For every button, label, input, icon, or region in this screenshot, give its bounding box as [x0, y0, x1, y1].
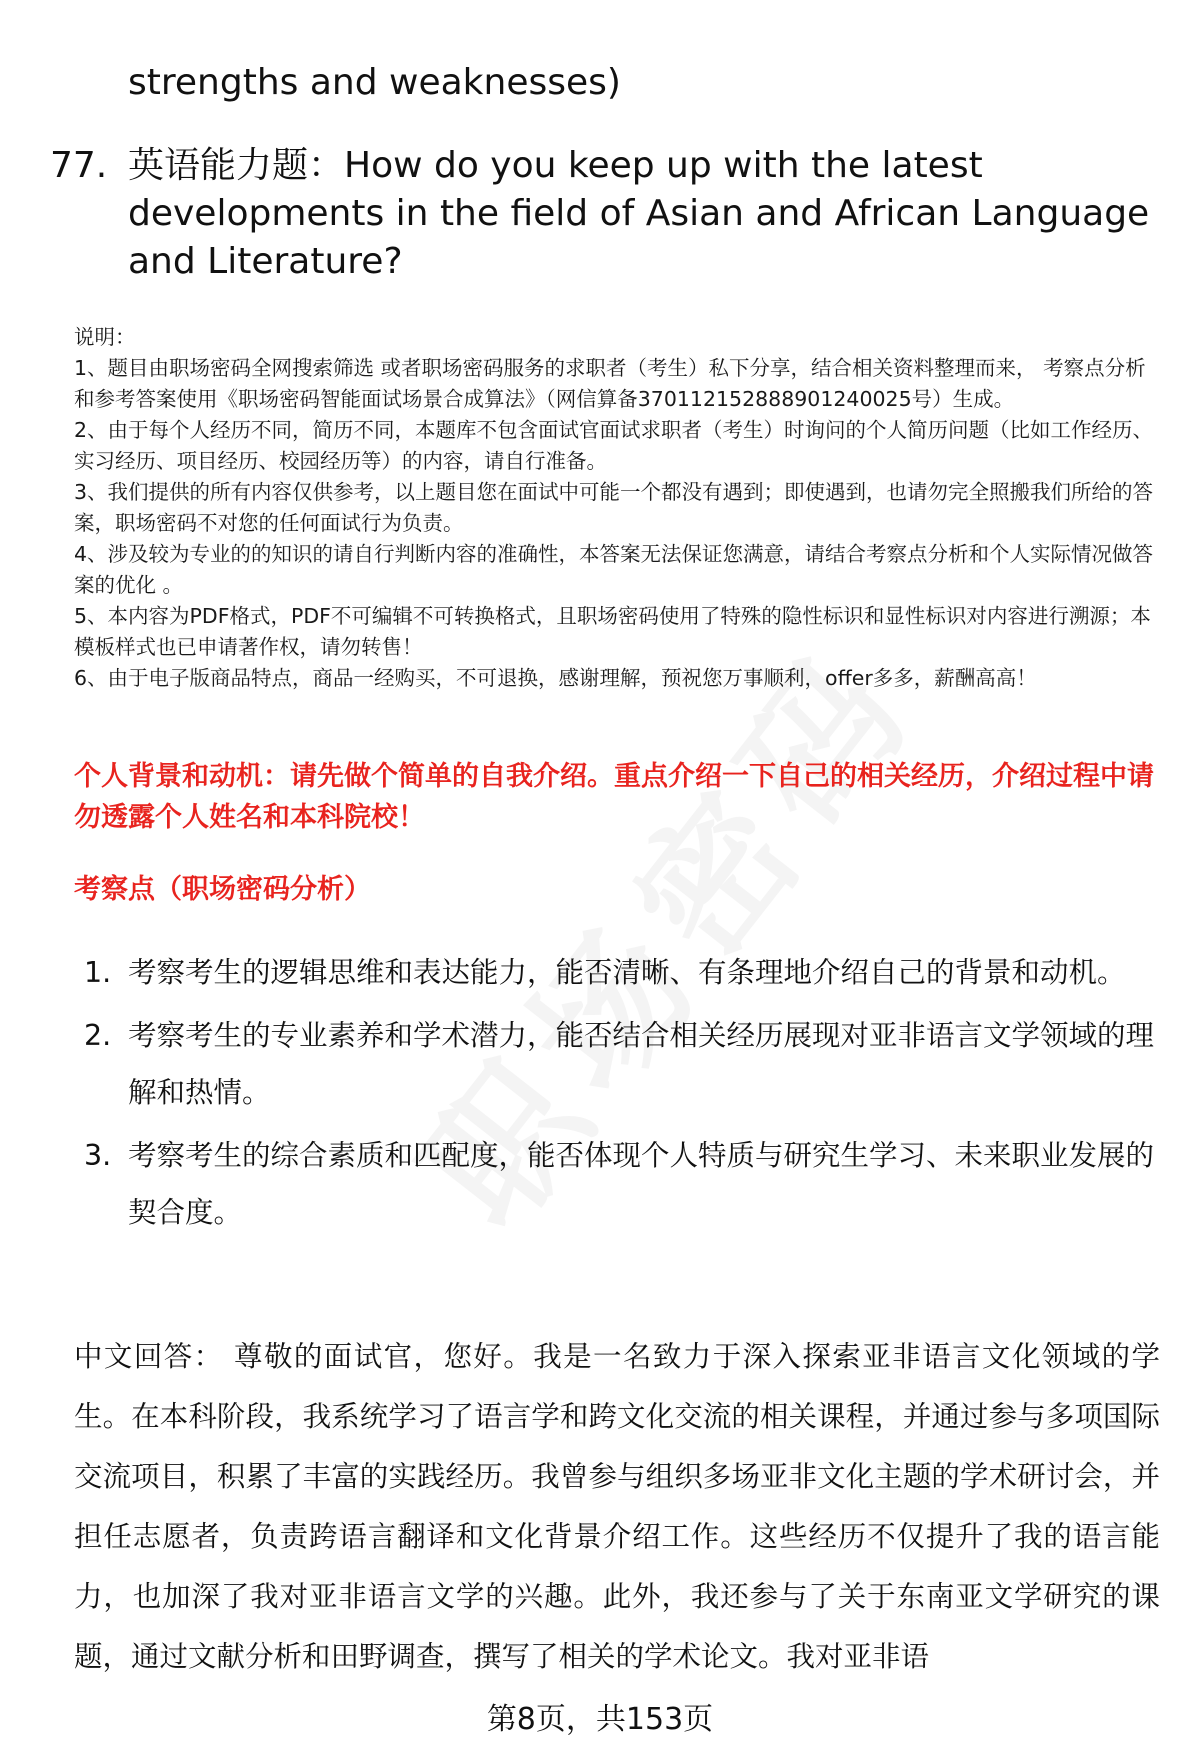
list-item-number: 1. — [84, 956, 112, 989]
previous-question-tail: strengths and weaknesses) — [128, 62, 621, 103]
analysis-title: 考察点（职场密码分析） — [74, 874, 371, 905]
question-text: 英语能力题：How do you keep up with the latest developments in the field of Asian and African Language and Literature? — [128, 145, 1150, 282]
list-item — [84, 944, 1154, 1001]
question-block — [50, 142, 1160, 286]
list-item — [84, 1127, 1154, 1241]
list-item-text: 考察考生的专业素养和学术潜力，能否结合相关经历展现对亚非语言文学领域的理解和热情。 — [128, 1019, 1155, 1109]
notes-item: 3、我们提供的所有内容仅供参考，以上题目您在面试中可能一个都没有遇到；即使遇到，也请勿完全照搬我们所给的答案，职场密码不对您的任何面试行为负责。 — [74, 480, 1154, 535]
analysis-points-list — [84, 944, 1154, 1247]
notes-section — [74, 322, 1164, 694]
list-item-number: 3. — [84, 1139, 112, 1172]
list-item-number: 2. — [84, 1019, 112, 1052]
list-item — [84, 1007, 1154, 1121]
answer-paragraph: 中文回答： 尊敬的面试官，您好。我是一名致力于深入探索亚非语言文化领域的学生。在本科阶段，我系统学习了语言学和跨文化交流的相关课程，并通过参与多项国际交流项目，积累了丰富的实践经历。我曾参与组织多场亚非文化主题的学术研讨会，并担任志愿者，负责跨语言翻译和文化背景介绍工作。这些经历不仅提升了我的语言能力，也加深了我对亚非语言文学的兴趣。此外，我还参与了关于东南亚文学研究的课题，通过文献分析和田野调查，撰写了相关的学术论文。我对亚非语 — [74, 1340, 1160, 1673]
question-number: 77. — [50, 145, 108, 186]
notes-item: 5、本内容为PDF格式，PDF不可编辑不可转换格式，且职场密码使用了特殊的隐性标识和显性标识对内容进行溯源；本模板样式也已申请著作权，请勿转售！ — [74, 604, 1151, 659]
list-item-text: 考察考生的综合素质和匹配度，能否体现个人特质与研究生学习、未来职业发展的契合度。 — [128, 1139, 1155, 1229]
section-title: 个人背景和动机：请先做个简单的自我介绍。重点介绍一下自己的相关经历，介绍过程中请勿透露个人姓名和本科院校！ — [74, 761, 1154, 833]
list-item-text: 考察考生的逻辑思维和表达能力，能否清晰、有条理地介绍自己的背景和动机。 — [128, 956, 1126, 989]
page-number-footer: 第8页，共153页 — [486, 1702, 714, 1737]
notes-heading: 说明： — [74, 325, 136, 349]
notes-item: 2、由于每个人经历不同，简历不同，本题库不包含面试官面试求职者（考生）时询问的个人简历问题（比如工作经历、实习经历、项目经历、校园经历等）的内容，请自行准备。 — [74, 418, 1154, 473]
notes-item: 6、由于电子版商品特点，商品一经购买，不可退换，感谢理解，预祝您万事顺利，offer多多，薪酬高高！ — [74, 666, 1037, 690]
notes-item: 4、涉及较为专业的的知识的请自行判断内容的准确性，本答案无法保证您满意，请结合考察点分析和个人实际情况做答案的优化 。 — [74, 542, 1154, 597]
notes-item: 1、题目由职场密码全网搜索筛选 或者职场密码服务的求职者（考生）私下分享，结合相关资料整理而来， 考察点分析和参考答案使用《职场密码智能面试场景合成算法》（网信算备370112152888901240025号）生成。 — [74, 356, 1146, 411]
